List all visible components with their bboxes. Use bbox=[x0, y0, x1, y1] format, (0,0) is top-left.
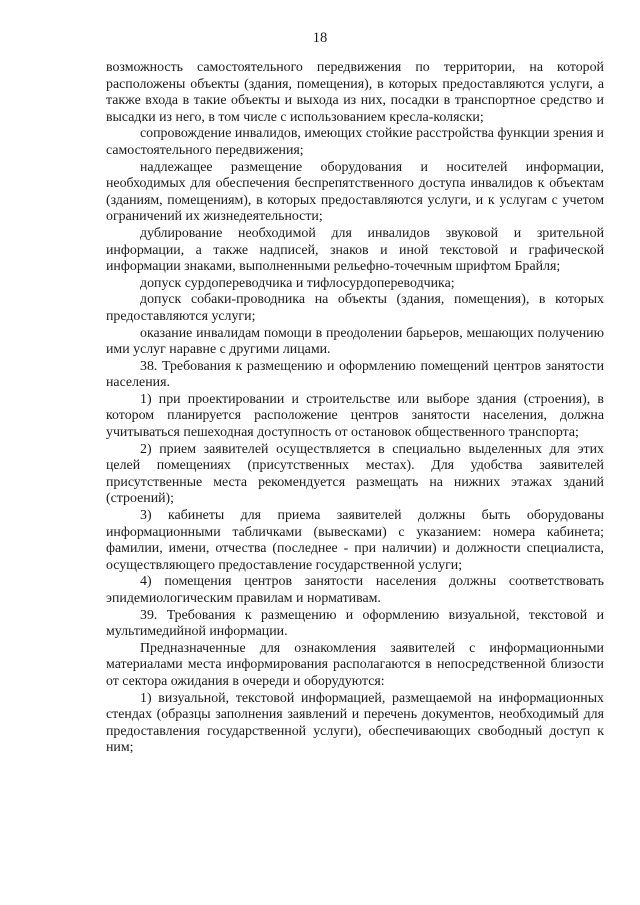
section-heading: 38. Требования к размещению и оформлению помещений центров занятости населения. bbox=[106, 358, 604, 391]
paragraph: возможность самостоятельного передвижения по территории, на которой расположены объекты (здания, помещения), в которых предоставляются услуги, а также входа в такие объекты и выхода из них, посадки в транспортное средство и высадки из него, в том числе с использованием кресла-коляски; bbox=[106, 60, 604, 125]
paragraph: оказание инвалидам помощи в преодолении барьеров, мешающих получению ими услуг наравне с другими лицами. bbox=[106, 325, 604, 358]
paragraph: допуск собаки-проводника на объекты (здания, помещения), в которых предоставляются услуги; bbox=[106, 292, 604, 324]
paragraph: 4) помещения центров занятости населения должны соответствовать эпидемиологическим правилам и нормативам. bbox=[106, 574, 604, 606]
page-number: 18 bbox=[312, 30, 328, 46]
paragraph: 3) кабинеты для приема заявителей должны быть оборудованы информационными табличками (вывесками) с указанием: номера кабинета; фамилии, имени, отчества (последнее - при наличии) и должности специалиста, осуществляющего предоставление государственной услуги; bbox=[106, 508, 604, 573]
paragraph: сопровождение инвалидов, имеющих стойкие расстройства функции зрения и самостоятельного передвижения; bbox=[106, 126, 604, 158]
paragraph: 1) при проектировании и строительстве или выборе здания (строения), в котором планируется расположение центров занятости населения, должна учитываться пешеходная доступность от остановок общественного транспорта; bbox=[106, 391, 604, 441]
page-body bbox=[106, 60, 604, 757]
paragraph: дублирование необходимой для инвалидов звуковой и зрительной информации, а также надписей, знаков и иной текстовой и графической информации знаками, выполненными рельефно-точечным шрифтом Брайля; bbox=[106, 225, 604, 275]
paragraph: допуск сурдопереводчика и тифлосурдопереводчика; bbox=[140, 275, 455, 291]
paragraph: Предназначенные для ознакомления заявителей с информационными материалами места информирования располагаются в непосредственной близости от сектора ожидания в очереди и оборудуются: bbox=[106, 640, 604, 689]
paragraph: 2) прием заявителей осуществляется в специально выделенных для этих целей помещениях (присутственных местах). Для удобства заявителей присутственные места рекомендуется размещать на нижних этажах зданий (строений); bbox=[106, 441, 604, 507]
section-heading: 39. Требования к размещению и оформлению визуальной, текстовой и мультимедийной информации. bbox=[106, 607, 604, 640]
paragraph: надлежащее размещение оборудования и носителей информации, необходимых для обеспечения беспрепятственного доступа инвалидов к объектам (зданиям, помещениям), в которых предоставляются услуги, и к услугам с учетом ограничений их жизнедеятельности; bbox=[106, 159, 604, 225]
paragraph: 1) визуальной, текстовой информацией, размещаемой на информационных стендах (образцы заполнения заявлений и перечень документов, необходимый для предоставления государственной услуги), обеспечивающих свободный доступ к ним; bbox=[106, 690, 604, 756]
